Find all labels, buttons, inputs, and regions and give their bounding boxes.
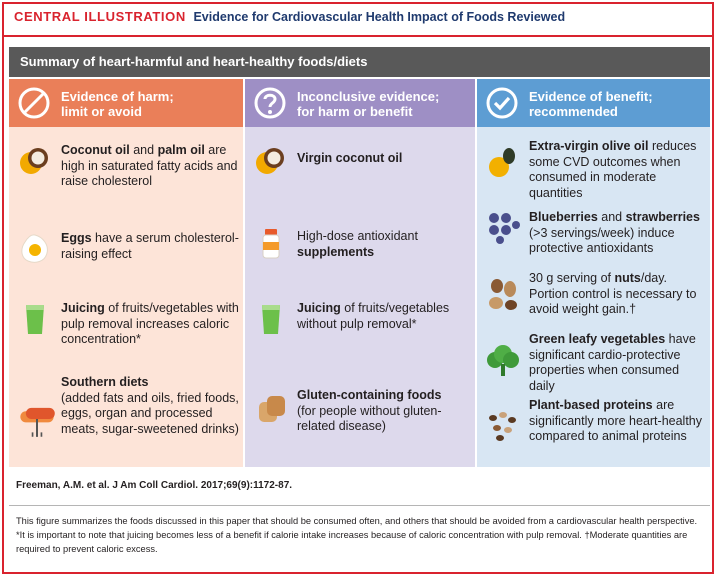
juice-glass-icon	[253, 301, 289, 337]
juicing-label: Juicing	[297, 301, 341, 315]
benefit-heading-line2: recommended	[529, 104, 618, 119]
beans-icon	[485, 408, 521, 444]
item-text: are high in saturated fatty acids and raise cholesterol	[61, 143, 238, 188]
item-text: (added fats and oils, fried foods, eggs, organ and processed meats, sugar-sweetened drinks)	[61, 390, 239, 436]
blueberries-label: Blueberries	[529, 210, 598, 224]
southern-diets-label: Southern diets	[61, 375, 149, 389]
harm-column-header	[9, 79, 243, 127]
item-text: (>3 servings/week) induce protective antioxidants	[529, 225, 675, 255]
benefit-heading-line1: Evidence of benefit;	[529, 89, 653, 104]
supplements-label: supplements	[297, 244, 375, 259]
citation: Freeman, A.M. et al. J Am Coll Cardiol. 2017;69(9):1172-87.	[16, 480, 293, 491]
footnote-divider	[9, 505, 710, 506]
juicing-label: Juicing	[61, 301, 105, 315]
item-text: 30 g serving of	[529, 271, 615, 285]
header-divider	[2, 35, 714, 37]
item-text: of fruits/vegetables with pulp removal increases caloric concentration*	[61, 301, 239, 346]
virgin-coconut-label: Virgin coconut oil	[297, 151, 403, 165]
coconut-oil-label: Coconut oil	[61, 143, 130, 157]
item-text: and	[129, 143, 158, 157]
leafy-greens-label: Green leafy vegetables	[529, 332, 666, 346]
item-text: have significant cardio-protective properties when consumed daily	[529, 332, 696, 393]
item-text: have a serum cholesterol-raising effect	[61, 231, 239, 261]
inconclusive-column-header	[245, 79, 475, 127]
strawberries-label: strawberries	[625, 210, 700, 224]
coconut-icon	[17, 143, 53, 179]
gluten-label: Gluten-containing foods	[297, 388, 442, 402]
inconclusive-heading-line1: Inconclusive evidence;	[297, 89, 440, 104]
figure-header	[14, 9, 565, 29]
berries-icon	[485, 210, 521, 246]
nuts-icon	[485, 277, 521, 313]
plant-proteins-label: Plant-based proteins	[529, 398, 653, 412]
supplement-bottle-icon	[253, 225, 289, 261]
egg-icon	[17, 231, 53, 267]
footnote-line1: This figure summarizes the foods discussed in this paper that should be consumed often, and others that should be avoided from a cardiovascular health perspective.	[16, 516, 698, 526]
benefit-column-header	[477, 79, 710, 127]
olive-oil-icon	[485, 145, 521, 181]
harm-heading-line2: limit or avoid	[61, 104, 142, 119]
olive-oil-label: Extra-virgin olive oil	[529, 139, 649, 153]
checkmark-icon	[485, 86, 519, 120]
footnote-line2: *It is important to note that juicing becomes less of a benefit if calorie intake increases because of caloric concentration with pulp removal. †Moderate quantities are required to prevent caloric excess.	[16, 530, 688, 554]
item-text: reduces some CVD outcomes when consumed in moderate quantities	[529, 139, 697, 200]
inconclusive-column	[245, 79, 475, 467]
harm-column	[9, 79, 243, 467]
item-text: (for people without gluten-related disease)	[297, 403, 442, 433]
coconut-icon	[253, 143, 289, 179]
harm-heading-line1: Evidence of harm;	[61, 89, 174, 104]
item-text: and	[597, 210, 626, 224]
prohibited-icon	[17, 86, 51, 120]
benefit-column	[477, 79, 710, 467]
sausage-icon	[17, 399, 57, 439]
bread-icon	[253, 390, 289, 426]
leafy-greens-icon	[485, 342, 521, 378]
item-text: High-dose antioxidant	[297, 229, 418, 243]
eggs-label: Eggs	[61, 231, 92, 245]
item-text: /day. Portion control is necessary to avoid weight gain.†	[529, 271, 697, 316]
inconclusive-heading-line2: for harm or benefit	[297, 104, 413, 119]
figure-label: CENTRAL ILLUSTRATION	[14, 9, 186, 24]
item-text: of fruits/vegetables without pulp removal*	[297, 301, 450, 331]
footnote	[16, 514, 706, 556]
summary-title-bar: Summary of heart-harmful and heart-healthy foods/diets	[9, 47, 710, 77]
palm-oil-label: palm oil	[157, 143, 205, 157]
question-icon	[253, 86, 287, 120]
item-text: are significantly more heart-healthy compared to animal proteins	[529, 398, 702, 443]
nuts-label: nuts	[614, 271, 641, 285]
figure-title: Evidence for Cardiovascular Health Impact of Foods Reviewed	[193, 10, 566, 24]
juice-glass-icon	[17, 301, 53, 337]
